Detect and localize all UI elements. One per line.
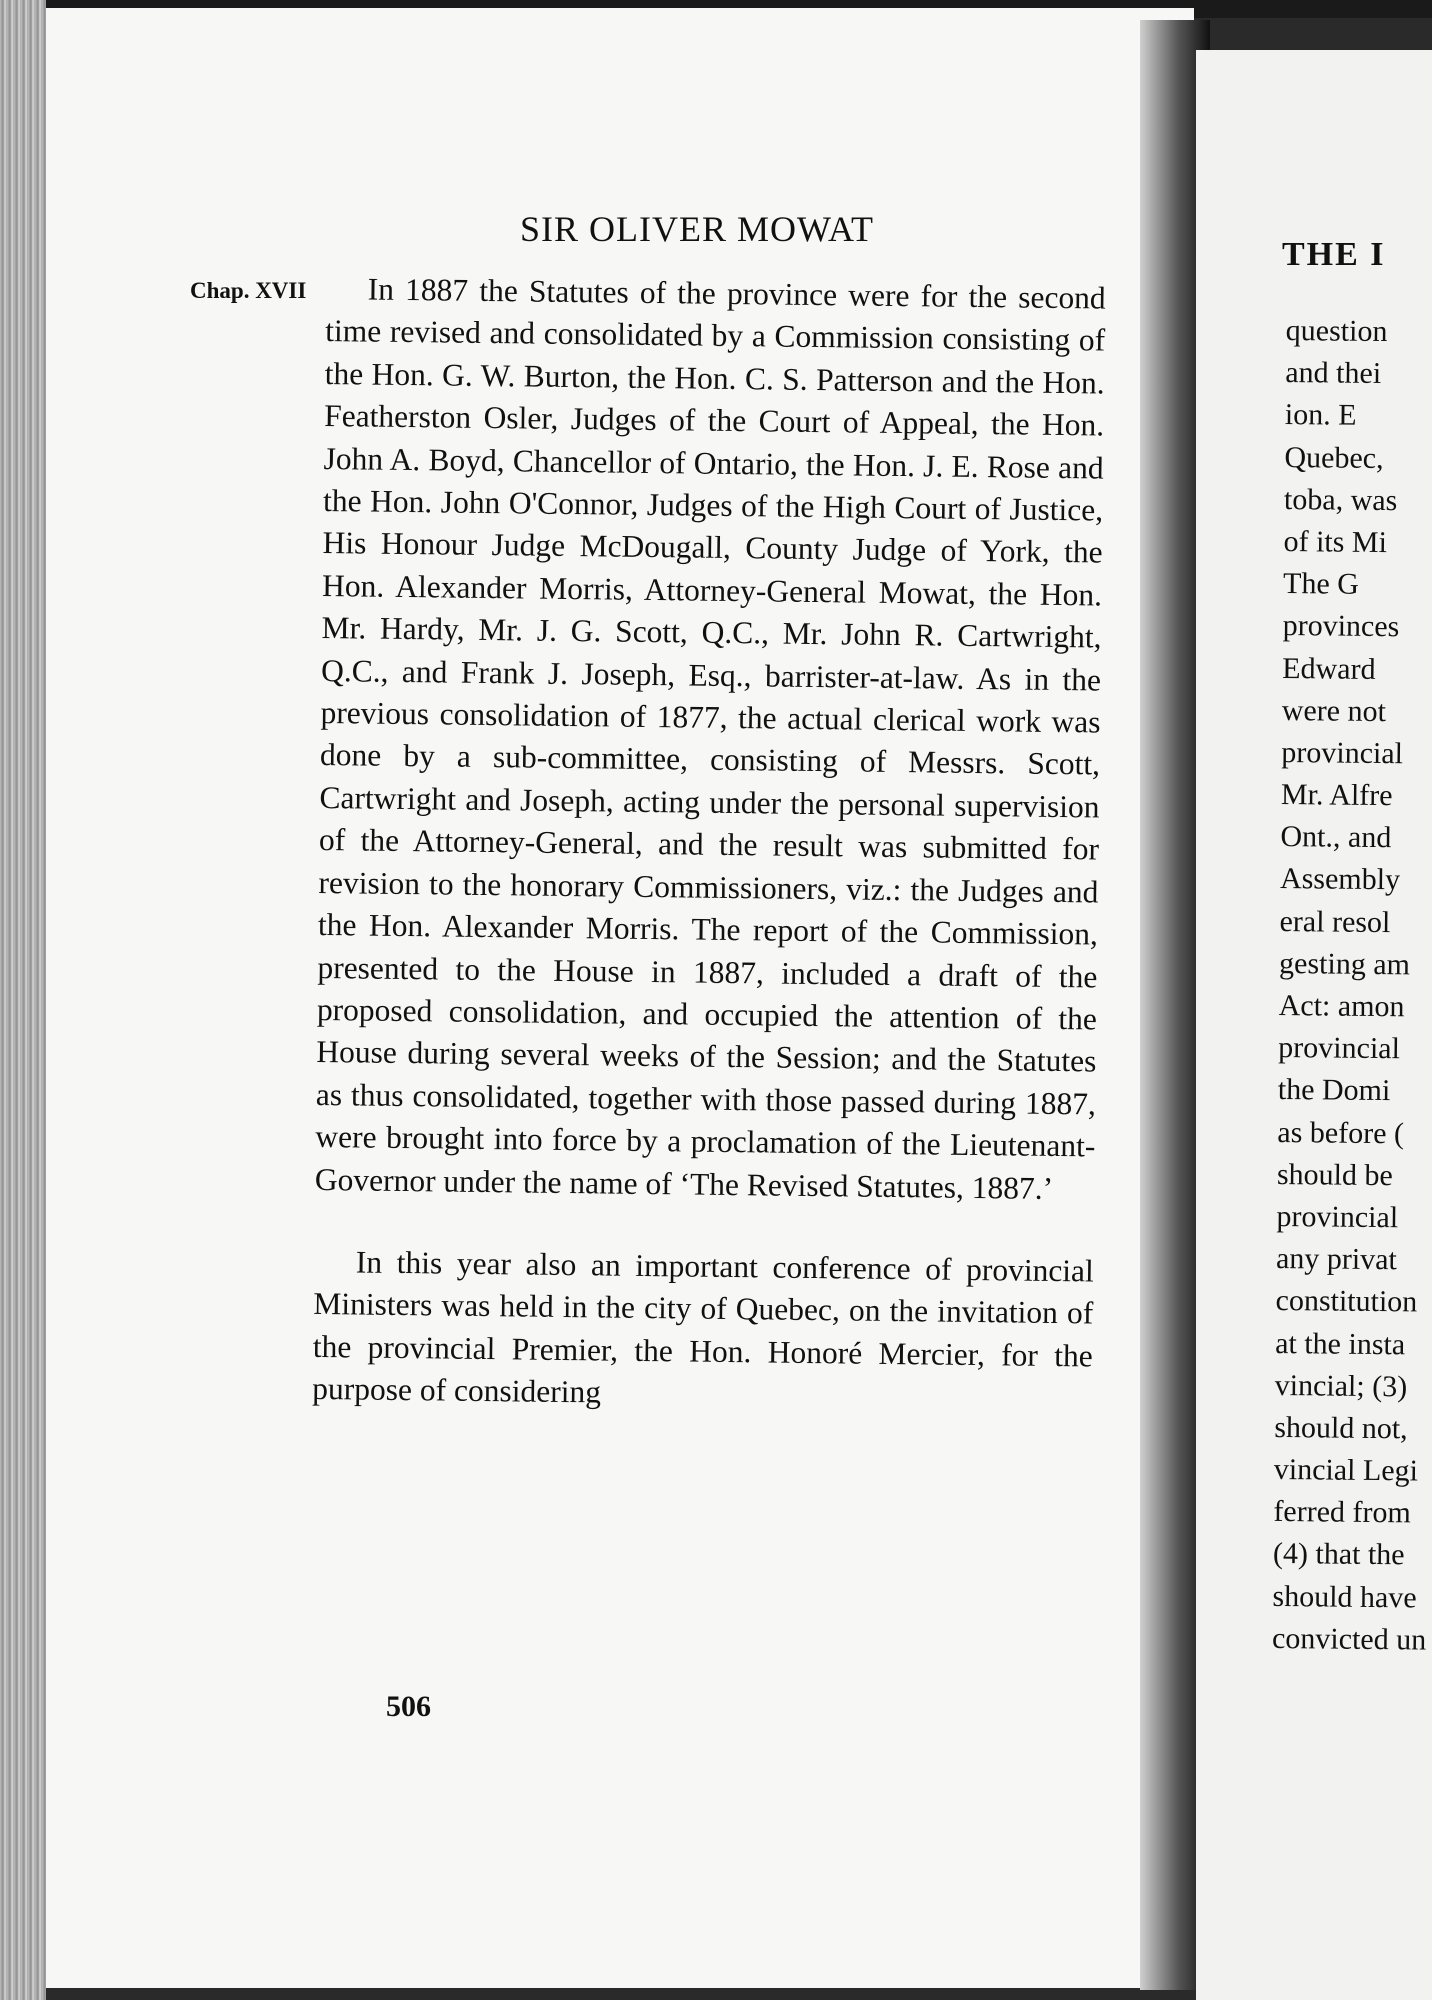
- right-page-text: [1272, 310, 1432, 1662]
- book-page-edges: [0, 0, 46, 2000]
- right-page-line: Assembly: [1279, 862, 1401, 897]
- right-page-line: gesting am: [1278, 946, 1411, 982]
- paragraph-2: In this year also an important conference of provincial Ministers was held in the city of Quebec, on the invitation of the provincial Premier, the Hon. Honoré Mercier, for the purpose of considering: [312, 1244, 1095, 1410]
- right-page-line: any privat: [1275, 1242, 1398, 1277]
- right-page-line: The G: [1282, 567, 1360, 601]
- right-page-line: should be: [1276, 1157, 1393, 1192]
- right-page-line: of its Mi: [1283, 524, 1388, 560]
- right-page-line: as before (: [1277, 1115, 1405, 1150]
- running-head: SIR OLIVER MOWAT: [520, 209, 874, 249]
- right-page-line: and thei: [1285, 356, 1382, 391]
- chapter-label: Chap. XVII: [190, 278, 307, 303]
- right-page-line: convicted un: [1271, 1621, 1427, 1657]
- right-page-line: eral resol: [1279, 904, 1391, 939]
- paragraph-1: In 1887 the Statutes of the province were for the second time revised and consolidated by a Commission consisting of the Hon. G. W. Burton, the Hon. C. S. Patterson and the Hon. Featherston Osler, Judges of the Court of Appeal, the Hon. John A. Boyd, Chancellor of Ontario, the Hon. J. E. Rose and the Hon. John O'Connor, Judges of the High Court of Justice, His Honour Judge McDougall, County Judge of York, the Hon. Alexander Morris, Attorney-General Mowat, the Hon. Mr. Hardy, Mr. J. G. Scott, Q.C., Mr. John R. Cartwright, Q.C., and Frank J. Joseph, Esq., barrister-at-law. As in the previous consolidation of 1877, the actual clerical work was done by a sub-committee, consisting of Messrs. Scott, Cartwright and Joseph, acting under the personal supervision of the Attorney-General, and the result was submitted for revision to the honorary Commissioners, viz.: the Judges and the Hon. Alexander Morris. The report of the Commission, presented to the House in 1887, included a draft of the proposed consolidation, and occupied the attention of the House during several weeks of the Session; and the Statutes as thus consolidated, together with those passed during 1887, were brought into force by a proclamation of the Lieutenant-Governor under the name of ‘The Revised Statutes, 1887.’: [314, 271, 1106, 1206]
- right-page-line: ion. E: [1284, 398, 1357, 433]
- right-page-line: Quebec,: [1284, 440, 1384, 475]
- right-page-line: should not,: [1274, 1410, 1408, 1446]
- body-text: [312, 268, 1106, 1420]
- right-page-line: were not: [1281, 693, 1387, 728]
- right-running-head: THE I: [1282, 236, 1386, 273]
- right-page-line: (4) that the: [1272, 1537, 1405, 1572]
- right-page-line: Edward: [1282, 651, 1376, 686]
- right-page-line: Mr. Alfre: [1280, 778, 1393, 813]
- right-page-line: ferred from: [1273, 1495, 1412, 1530]
- right-page-line: toba, was: [1283, 482, 1398, 517]
- right-page-line: at the insta: [1275, 1326, 1406, 1361]
- right-page-line: vincial Legi: [1273, 1452, 1419, 1488]
- right-page-line: vincial; (3): [1274, 1368, 1408, 1404]
- right-page-line: provinces: [1282, 609, 1400, 644]
- right-page-line: provincial: [1281, 735, 1404, 771]
- right-page-line: provincial: [1278, 1031, 1401, 1066]
- right-page: [1196, 50, 1432, 2000]
- right-page-line: Ont., and: [1280, 820, 1392, 855]
- right-page-line: constitution: [1275, 1284, 1418, 1319]
- page-number: 506: [386, 1690, 431, 1723]
- right-page-line: question: [1285, 313, 1388, 349]
- right-page-line: should have: [1272, 1579, 1417, 1615]
- right-page-line: provincial: [1276, 1199, 1399, 1235]
- right-page-line: Act: amon: [1278, 988, 1405, 1024]
- right-page-line: the Domi: [1277, 1073, 1391, 1108]
